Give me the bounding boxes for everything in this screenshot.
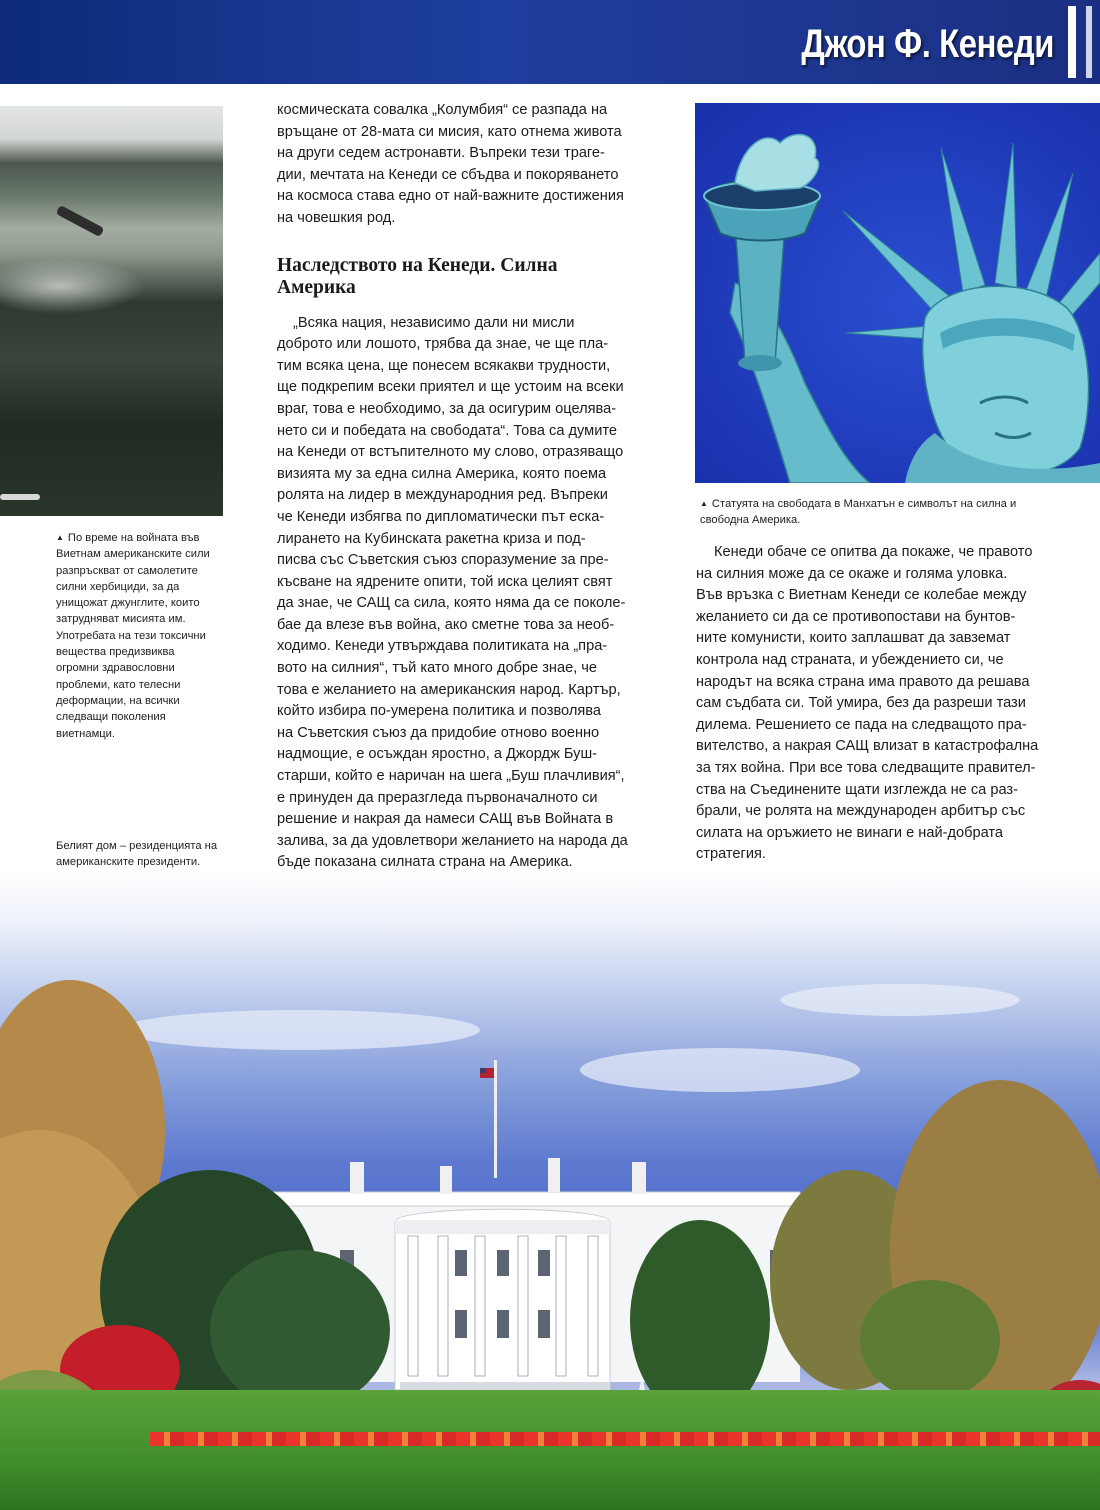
right-text-column (696, 542, 1066, 866)
text-line: нето си и победата на свободата“. Това са думите (277, 422, 617, 439)
statue-illustration (695, 103, 1100, 483)
text-line: решение и накрая да намеси САЩ във Войната в (277, 811, 614, 828)
text-line: враг, това е необходимо, за да осигурим оцелява- (277, 400, 617, 417)
flower-bed (150, 1432, 1100, 1446)
white-house-caption (56, 838, 246, 871)
text-line: на силния може да се окаже и голяма уловка. (696, 565, 1008, 582)
text-line: бае да влезе във война, ако сметне това за необ- (277, 616, 615, 633)
caption-line: разпръскват от самолетите (56, 564, 198, 577)
text-line: писва със Съветския съюз споразумение за пре- (277, 552, 609, 569)
intro-paragraph (277, 100, 642, 230)
text-line: връщане от 28-мата си мисия, като отнема живота (277, 123, 622, 140)
text-line: старши, който е наричан на шега „Буш плачливия“, (277, 768, 625, 785)
caption-line: следващи поколения (56, 711, 166, 724)
caption-line: унищожат джунглите, които (56, 597, 200, 610)
text-line: който избира по-умерена политика и позволява (277, 703, 601, 720)
text-line: вото на силния“, тъй като много добре знае, че (277, 660, 598, 677)
caption-line: ▲ По време на войната във (56, 532, 200, 544)
text-line: на Кенеди от встъпителното му слово, отразяващо (277, 444, 624, 461)
section-heading: Наследството на Кенеди. Силна Америка (277, 254, 558, 298)
text-line: тим всяка цена, ще понесем всякакви трудности, (277, 357, 611, 374)
caption-line: американските президенти. (56, 856, 201, 869)
statue-photo-caption (700, 496, 1100, 529)
text-line: вителство, а накрая САЩ влизат в катастрофална (696, 738, 1039, 755)
text-line: късване на ядрените опити, той иска целият свят (277, 573, 613, 590)
text-line: брали, че ролята на международен арбитър със (696, 803, 1026, 820)
aircraft-silhouette (56, 205, 105, 237)
text-line: надмощие, е осъждан яростно, а Джордж Буш- (277, 746, 598, 763)
text-line: ролята на лидер в международния ред. Въпреки (277, 487, 608, 504)
triangle-up-icon: ▲ (700, 499, 708, 508)
text-line: космическата совалка „Колумбия“ се разпада на (277, 102, 608, 118)
text-line: желанието си да се противопостави на бунтов- (696, 608, 1016, 625)
text-line: на космоса става едно от най-важните достижения (277, 188, 624, 205)
page-title: Джон Ф. Кенеди (801, 22, 1054, 66)
text-line: контрола над страната, и убеждението си, че (696, 651, 1004, 668)
caption-line: Употребата на тези токсични (56, 629, 206, 642)
text-line: това е желанието на американския народ. Картър, (277, 681, 621, 698)
caption-line: затрудняват мисията им. (56, 613, 186, 626)
caption-line: Виетнам американските сили (56, 548, 210, 561)
caption-line: виетнамци. (56, 727, 116, 740)
text-line: визията му за една силна Америка, която поема (277, 465, 607, 482)
text-line: силата на оръжието не винаги е най-добрата (696, 824, 1004, 841)
caption-line: ▲ Статуята на свободата в Манхатън е символът на силна и (700, 498, 1017, 510)
text-line: на други седем астронавти. Въпреки тези траге- (277, 145, 605, 162)
body-paragraph (277, 313, 642, 874)
spray-trail (0, 494, 40, 500)
caption-line: деформации, на всички (56, 694, 180, 707)
text-line: „Всяка нация, независимо дали ни мисли (293, 314, 575, 331)
text-line: за тях война. При все това следващите правител- (696, 759, 1036, 776)
header-edge-bar-secondary (1086, 6, 1092, 78)
text-line: че Кенеди избягва по дипломатически път еска- (277, 508, 605, 525)
page-header-band (0, 0, 1100, 84)
text-line: ните комунисти, които заплашват да завземат (696, 630, 1011, 647)
text-line: на Съветския съюз да придобие отново военно (277, 724, 600, 741)
vietnam-photo-caption (56, 530, 226, 742)
main-text-column (277, 100, 642, 874)
lawn (0, 1390, 1100, 1510)
text-line: Кенеди обаче се опитва да покаже, че правото (714, 544, 1033, 560)
text-line: доброто или лошото, трябва да знае, че ще пла- (277, 336, 609, 353)
caption-line: вещества предизвиква (56, 646, 175, 659)
text-line: е принуден да преразгледа първоначалното си (277, 789, 598, 806)
text-line: народът на всяка страна има правото да решава (696, 673, 1030, 690)
text-line: Във връзка с Виетнам Кенеди се колебае между (696, 587, 1027, 604)
text-line: ще подкрепим всеки приятел и ще устоим на всеки (277, 379, 624, 396)
text-line: дии, мечтата на Кенеди се сбъдва и покоряването (277, 166, 619, 183)
vietnam-herbicide-photo (0, 106, 223, 516)
text-line: ства на Съединените щати изглежда не са раз- (696, 781, 1018, 798)
text-line: залива, за да удовлетвори желанието на народа да (277, 832, 628, 849)
caption-line: проблеми, като телесни (56, 678, 181, 691)
caption-line: свободна Америка. (700, 514, 801, 527)
white-house-photo (0, 870, 1100, 1510)
text-line: ходимо. Кенеди утвърждава политиката на „пра- (277, 638, 608, 655)
header-edge-bar (1068, 6, 1076, 78)
caption-line: силни хербициди, за да (56, 580, 180, 593)
statue-of-liberty-photo (695, 103, 1100, 483)
text-line: стратегия. (696, 846, 766, 863)
text-line: да знае, че САЩ са сила, която няма да се поколе- (277, 595, 626, 612)
text-line: лирането на Кубинската ракетна криза и под- (277, 530, 586, 547)
text-line: дилема. Решението се пада на следващото пра- (696, 716, 1027, 733)
text-line: бъде показана силната страна на Америка. (277, 854, 573, 871)
text-line: сам съдбата си. Той умира, без да разреши тази (696, 695, 1026, 712)
triangle-up-icon: ▲ (56, 533, 64, 542)
caption-line: Белият дом – резиденцията на (56, 840, 218, 852)
text-line: на човешкия род. (277, 209, 396, 226)
caption-line: огромни здравословни (56, 662, 175, 675)
